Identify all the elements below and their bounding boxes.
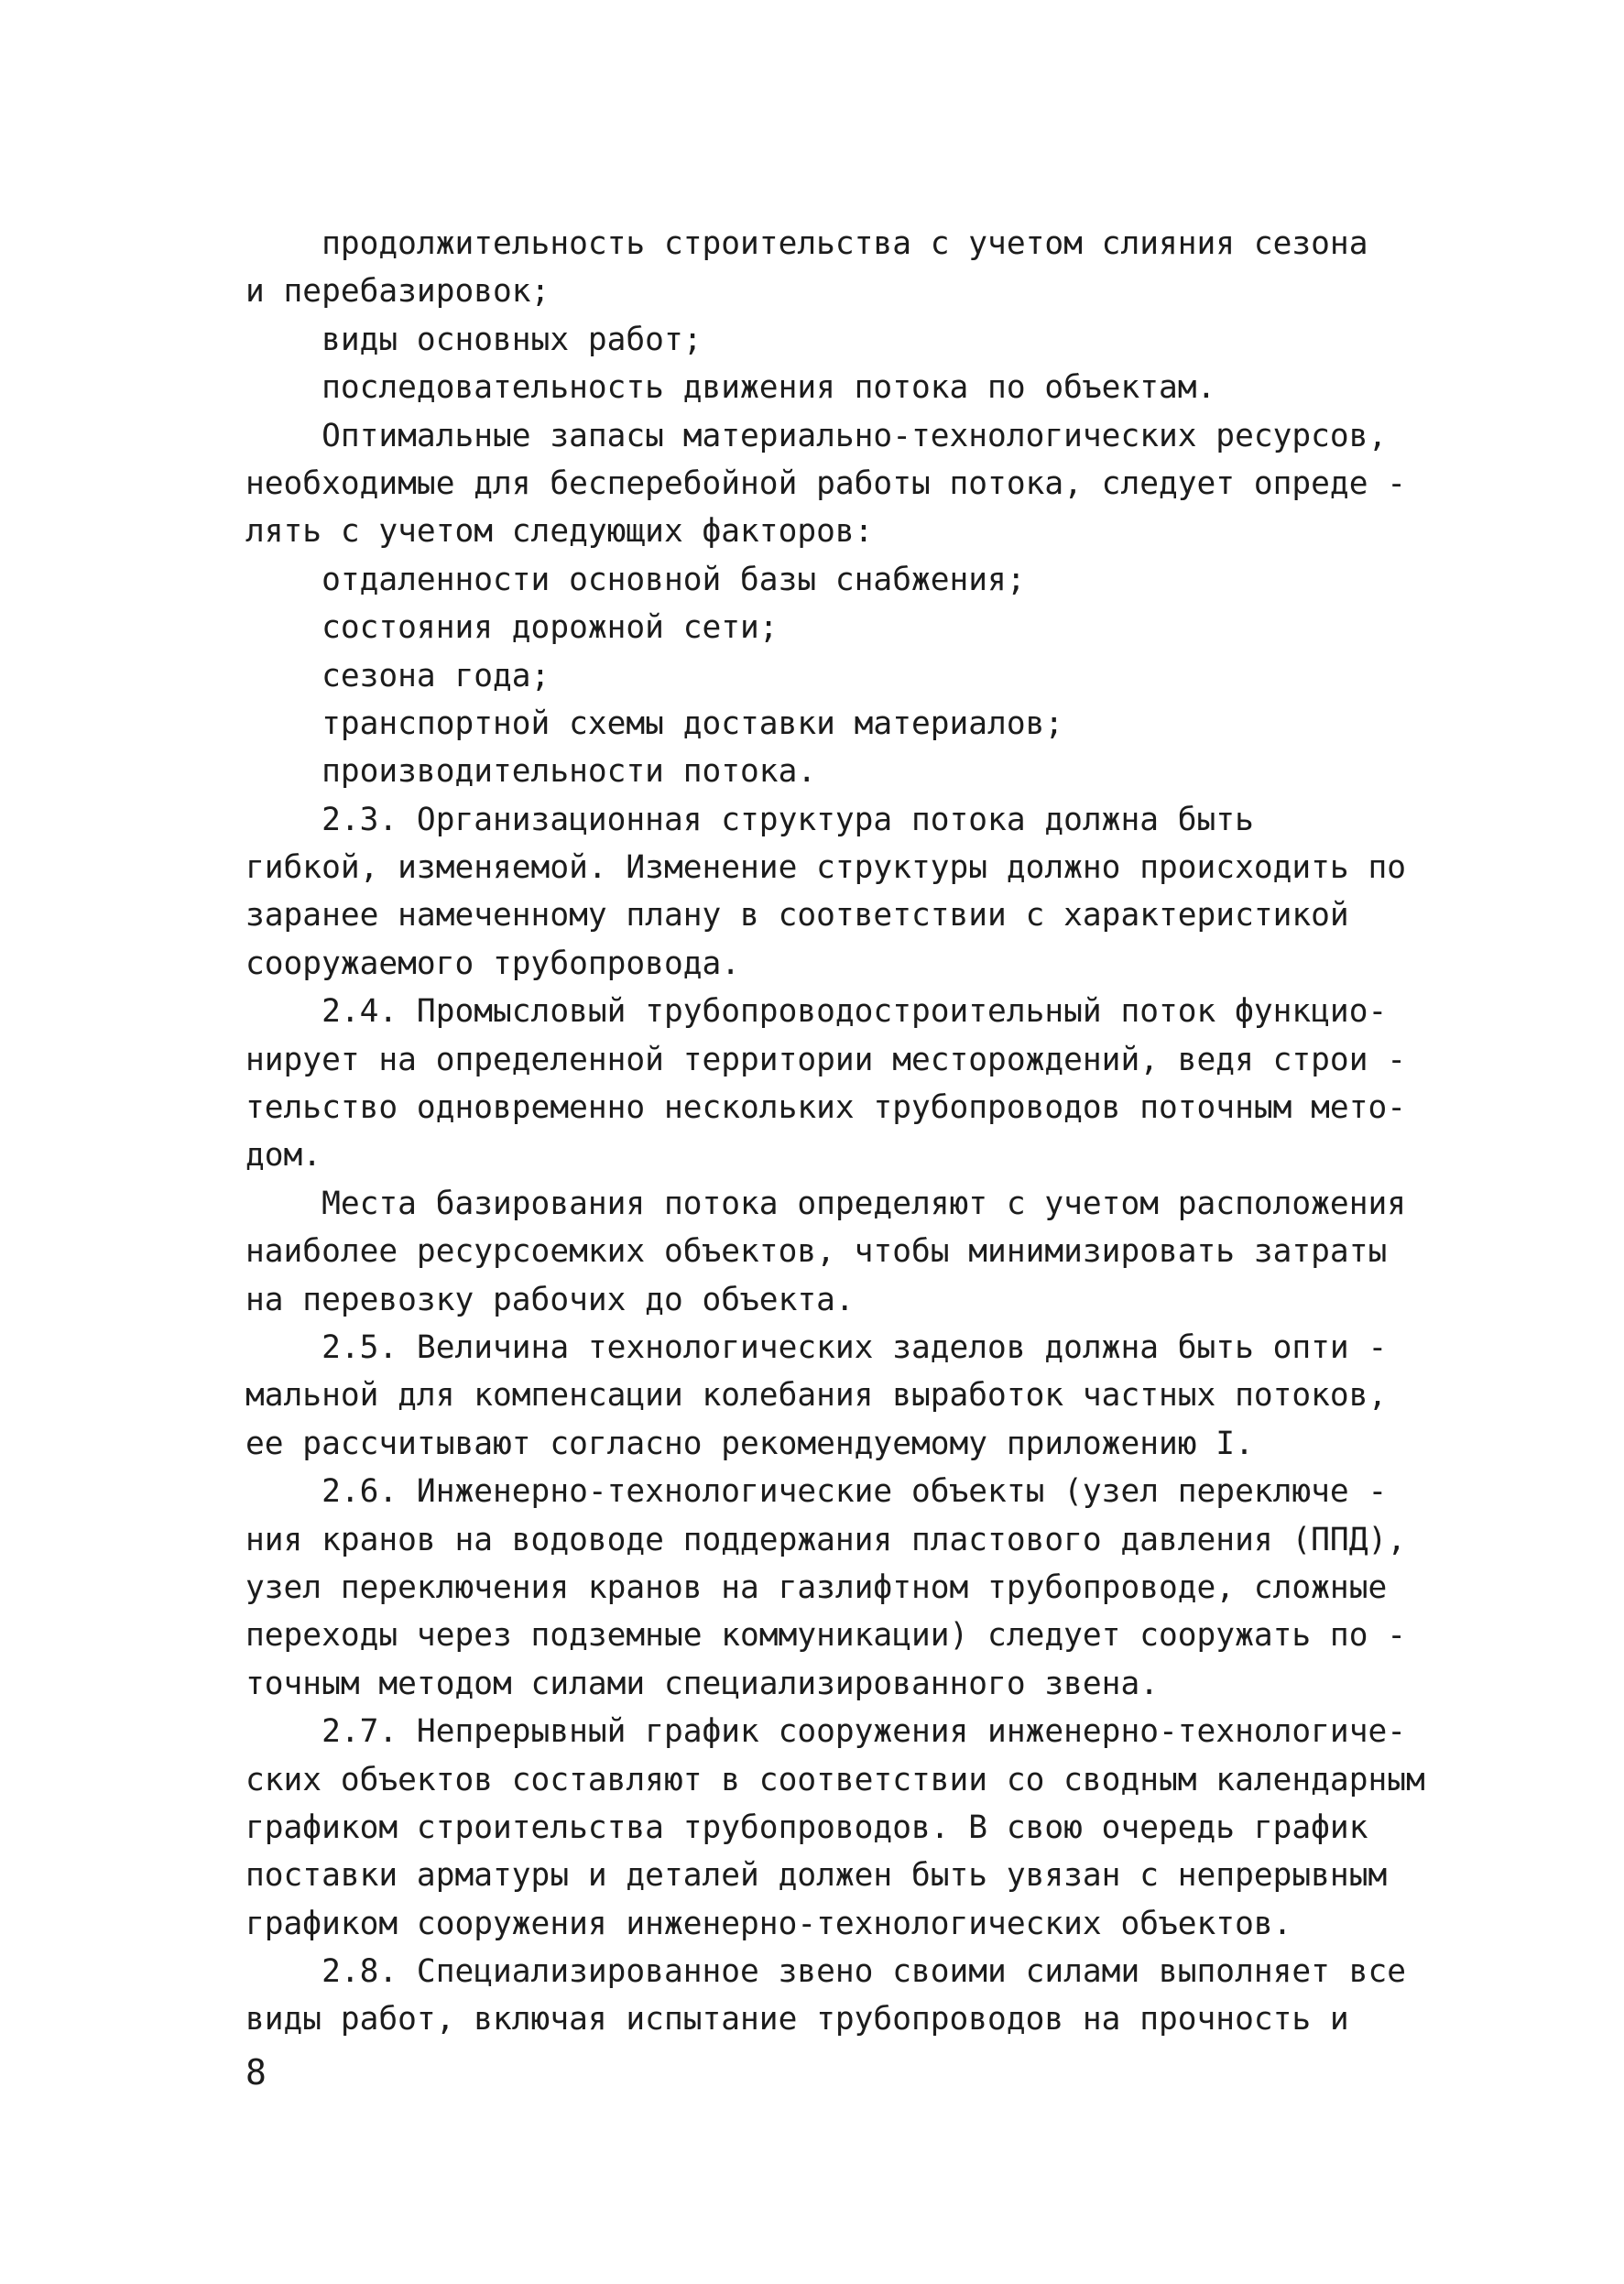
body-text — [245, 220, 1445, 2044]
text-line: графиком сооружения инженерно-технологических объектов. — [245, 1905, 1292, 1942]
text-line: производительности потока. — [245, 753, 817, 791]
text-line: ния кранов на водоводе поддержания пластового давления (ППД), — [245, 1521, 1407, 1558]
text-line: переходы через подземные коммуникации) следует сооружать по - — [245, 1617, 1407, 1655]
text-line: Места базирования потока определяют с учетом расположения — [245, 1185, 1407, 1222]
text-line: лять с учетом следующих факторов: — [245, 513, 874, 551]
text-line: мальной для компенсации колебания выработок частных потоков, — [245, 1377, 1388, 1415]
text-line: 2.3. Организационная структура потока должна быть — [245, 801, 1254, 838]
text-line: отдаленности основной базы снабжения; — [245, 561, 1026, 598]
text-line: поставки арматуры и деталей должен быть увязан с непрерывным — [245, 1857, 1388, 1895]
text-line: сезона года; — [245, 657, 550, 694]
text-line: необходимые для бесперебойной работы потока, следует опреде - — [245, 464, 1407, 502]
text-line: ее рассчитывают согласно рекомендуемому приложению I. — [245, 1425, 1254, 1462]
text-line: транспортной схемы доставки материалов; — [245, 705, 1064, 742]
text-line: на перевозку рабочих до объекта. — [245, 1281, 855, 1318]
text-line: и перебазировок; — [245, 273, 550, 311]
text-line: наиболее ресурсоемких объектов, чтобы минимизировать затраты — [245, 1233, 1388, 1271]
text-line: сооружаемого трубопровода. — [245, 945, 741, 982]
text-line: 2.6. Инженерно-технологические объекты (узел переключе - — [245, 1473, 1388, 1511]
text-line: узел переключения кранов на газлифтном трубопроводе, сложные — [245, 1568, 1388, 1606]
text-line: Оптимальные запасы материально-технологических ресурсов, — [245, 417, 1388, 454]
text-line: 2.8. Специализированное звено своими силами выполняет все — [245, 1953, 1407, 1991]
text-line: виды основных работ; — [245, 321, 703, 358]
text-line: нирует на определенной территории месторождений, ведя строи - — [245, 1041, 1407, 1078]
text-line: продолжительность строительства с учетом слияния сезона — [245, 225, 1368, 262]
text-line: последовательность движения потока по объектам. — [245, 369, 1216, 407]
text-line: графиком строительства трубопроводов. В свою очередь график — [245, 1809, 1368, 1846]
text-line: 2.5. Величина технологических заделов должна быть опти - — [245, 1328, 1388, 1366]
text-line: заранее намеченному плану в соответствии с характеристикой — [245, 897, 1349, 934]
text-line: 2.7. Непрерывный график сооружения инженерно-технологиче- — [245, 1713, 1407, 1751]
text-line: ских объектов составляют в соответствии со сводным календарным — [245, 1761, 1425, 1798]
text-line: тельство одновременно нескольких трубопроводов поточным мето- — [245, 1089, 1407, 1127]
text-line: состояния дорожной сети; — [245, 609, 779, 647]
page-number: 8 — [245, 2052, 267, 2093]
text-line: 2.4. Промысловый трубопроводостроительный поток функцио- — [245, 993, 1388, 1031]
text-line: дом. — [245, 1137, 322, 1175]
text-line: гибкой, изменяемой. Изменение структуры должно происходить по — [245, 849, 1407, 887]
text-line: виды работ, включая испытание трубопроводов на прочность и — [245, 2001, 1349, 2038]
text-line: точным методом силами специализированного звена. — [245, 1665, 1159, 1702]
